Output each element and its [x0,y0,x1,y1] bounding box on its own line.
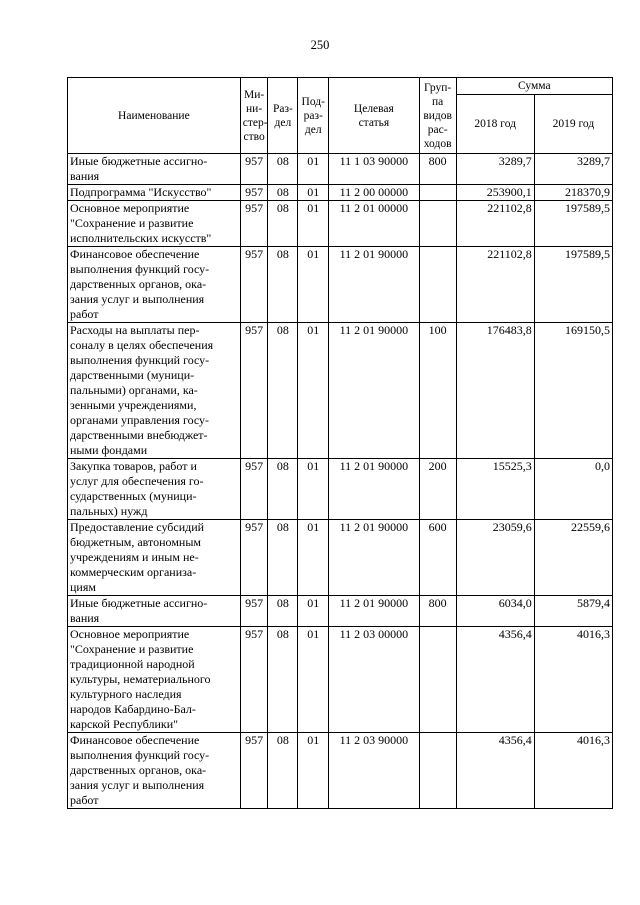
row-subsection: 01 [298,596,329,627]
table-row [68,627,613,733]
row-ministry: 957 [240,627,268,733]
row-2018: 176483,8 [456,323,534,459]
row-subsection: 01 [298,201,329,247]
row-section: 08 [268,596,298,627]
header-sum: Сумма [456,78,612,95]
row-2019: 197589,5 [534,247,612,323]
row-name: Иные бюджетные ассигно- вания [68,596,241,627]
row-2019: 3289,7 [534,154,612,185]
row-group [419,733,456,809]
row-2018: 253900,1 [456,185,534,201]
table-row [68,520,613,596]
row-2019: 4016,3 [534,627,612,733]
table-row [68,185,613,201]
header-group: Груп- па видов рас- ходов [419,78,456,154]
row-group [419,627,456,733]
row-subsection: 01 [298,520,329,596]
header-subsection: Под- раз- дел [298,78,329,154]
row-subsection: 01 [298,459,329,520]
row-target: 11 2 01 90000 [329,247,419,323]
row-2019: 5879,4 [534,596,612,627]
row-subsection: 01 [298,733,329,809]
row-2019: 4016,3 [534,733,612,809]
row-ministry: 957 [240,323,268,459]
row-section: 08 [268,733,298,809]
row-ministry: 957 [240,596,268,627]
row-2018: 3289,7 [456,154,534,185]
row-group: 200 [419,459,456,520]
row-2019: 0,0 [534,459,612,520]
row-2019: 218370,9 [534,185,612,201]
row-target: 11 2 03 90000 [329,733,419,809]
header-section: Раз- дел [268,78,298,154]
row-target: 11 2 03 00000 [329,627,419,733]
row-subsection: 01 [298,627,329,733]
table-row [68,596,613,627]
row-target: 11 2 01 90000 [329,520,419,596]
row-subsection: 01 [298,247,329,323]
table-row [68,459,613,520]
row-2019: 197589,5 [534,201,612,247]
row-ministry: 957 [240,459,268,520]
header-target: Целевая статья [329,78,419,154]
row-target: 11 2 01 00000 [329,201,419,247]
row-name: Расходы на выплаты пер- соналу в целях обеспечения выполнения функций госу- дарственными (муници- пальными) органами, ка- зенными учреждениями, органами управления госу- дарственными внебюджет- ными фондами [68,323,241,459]
page-number: 250 [310,38,330,52]
row-name: Предоставление субсидий бюджетным, автономным учреждениям и иным не- коммерческим организа- циям [68,520,241,596]
table-row [68,323,613,459]
row-section: 08 [268,247,298,323]
row-2018: 221102,8 [456,201,534,247]
row-section: 08 [268,520,298,596]
row-2019: 169150,5 [534,323,612,459]
header-2018: 2018 год [456,95,534,154]
row-group: 100 [419,323,456,459]
row-group [419,247,456,323]
row-group: 800 [419,596,456,627]
row-2018: 15525,3 [456,459,534,520]
table-row [68,154,613,185]
row-group [419,201,456,247]
row-name: Подпрограмма "Искусство" [68,185,241,201]
table-row [68,247,613,323]
row-section: 08 [268,323,298,459]
row-ministry: 957 [240,247,268,323]
budget-table [67,77,613,809]
row-name: Основное мероприятие "Сохранение и развитие традиционной народной культуры, нематериального культурного наследия народов Кабардино-Бал- карской Республики" [68,627,241,733]
row-target: 11 2 01 90000 [329,596,419,627]
row-name: Финансовое обеспечение выполнения функций госу- дарственных органов, ока- зания услуг и выполнения работ [68,247,241,323]
row-target: 11 2 01 90000 [329,459,419,520]
row-section: 08 [268,185,298,201]
row-subsection: 01 [298,185,329,201]
row-ministry: 957 [240,185,268,201]
row-name: Закупка товаров, работ и услуг для обеспечения го- сударственных (муници- пальных) нужд [68,459,241,520]
row-section: 08 [268,201,298,247]
row-subsection: 01 [298,154,329,185]
row-2018: 4356,4 [456,627,534,733]
table-row [68,201,613,247]
row-section: 08 [268,459,298,520]
row-name: Финансовое обеспечение выполнения функций госу- дарственных органов, ока- зания услуг и выполнения работ [68,733,241,809]
row-2018: 221102,8 [456,247,534,323]
row-target: 11 2 01 90000 [329,323,419,459]
row-group: 800 [419,154,456,185]
row-target: 11 1 03 90000 [329,154,419,185]
row-2019: 22559,6 [534,520,612,596]
row-2018: 4356,4 [456,733,534,809]
row-ministry: 957 [240,154,268,185]
row-group: 600 [419,520,456,596]
row-subsection: 01 [298,323,329,459]
header-name: Наименование [68,78,241,154]
row-ministry: 957 [240,201,268,247]
header-ministry: Ми- ни- стер- ство [240,78,268,154]
row-section: 08 [268,154,298,185]
row-group [419,185,456,201]
row-name: Основное мероприятие "Сохранение и развитие исполнительских искусств" [68,201,241,247]
row-ministry: 957 [240,520,268,596]
header-2019: 2019 год [534,95,612,154]
row-target: 11 2 00 00000 [329,185,419,201]
row-2018: 23059,6 [456,520,534,596]
row-section: 08 [268,627,298,733]
row-ministry: 957 [240,733,268,809]
row-2018: 6034,0 [456,596,534,627]
table-row [68,733,613,809]
row-name: Иные бюджетные ассигно- вания [68,154,241,185]
